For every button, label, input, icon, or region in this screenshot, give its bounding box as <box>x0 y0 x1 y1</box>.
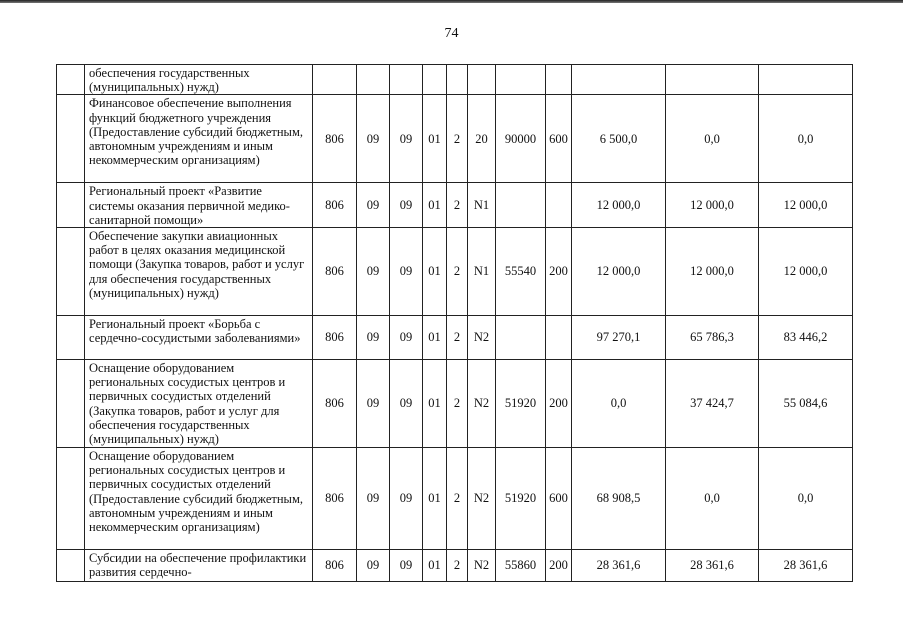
expense-type-code-cell <box>546 183 572 228</box>
table-row <box>57 65 853 95</box>
event-code-cell <box>468 65 496 95</box>
table-row <box>57 550 853 582</box>
expense-name-cell: Региональный проект «Борьба с сердечно-сосудистыми заболеваниями» <box>85 316 313 360</box>
section-code-cell: 09 <box>357 360 390 448</box>
ministry-code-cell: 806 <box>313 360 357 448</box>
amount-year-2-cell: 0,0 <box>666 448 759 550</box>
expense-type-code-cell: 600 <box>546 448 572 550</box>
table-row <box>57 448 853 550</box>
ministry-code-cell: 806 <box>313 316 357 360</box>
budget-table <box>56 64 853 582</box>
table-row <box>57 228 853 316</box>
subprogram-code-cell: 2 <box>447 95 468 183</box>
row-number-cell <box>57 550 85 582</box>
amount-year-2-cell <box>666 65 759 95</box>
section-code-cell: 09 <box>357 228 390 316</box>
program-code-cell: 01 <box>423 360 447 448</box>
ministry-code-cell: 806 <box>313 183 357 228</box>
event-code-cell: 20 <box>468 95 496 183</box>
amount-year-1-cell <box>572 65 666 95</box>
direction-code-cell: 90000 <box>496 95 546 183</box>
expense-type-code-cell: 200 <box>546 360 572 448</box>
row-number-cell <box>57 95 85 183</box>
amount-year-1-cell: 28 361,6 <box>572 550 666 582</box>
amount-year-2-cell: 37 424,7 <box>666 360 759 448</box>
amount-year-1-cell: 97 270,1 <box>572 316 666 360</box>
expense-name-cell: Финансовое обеспечение выполнения функций бюджетного учреждения (Предоставление субсидий бюджетным, автономным учреждениям и иным некоммерческим организациям) <box>85 95 313 183</box>
subsection-code-cell: 09 <box>390 228 423 316</box>
ministry-code-cell: 806 <box>313 95 357 183</box>
section-code-cell: 09 <box>357 550 390 582</box>
subprogram-code-cell: 2 <box>447 360 468 448</box>
subprogram-code-cell: 2 <box>447 448 468 550</box>
subsection-code-cell: 09 <box>390 448 423 550</box>
subsection-code-cell <box>390 65 423 95</box>
direction-code-cell: 55860 <box>496 550 546 582</box>
ministry-code-cell: 806 <box>313 550 357 582</box>
row-number-cell <box>57 448 85 550</box>
expense-type-code-cell: 200 <box>546 550 572 582</box>
program-code-cell: 01 <box>423 550 447 582</box>
subprogram-code-cell: 2 <box>447 228 468 316</box>
table-row <box>57 360 853 448</box>
amount-year-2-cell: 12 000,0 <box>666 183 759 228</box>
direction-code-cell <box>496 316 546 360</box>
amount-year-3-cell: 28 361,6 <box>759 550 853 582</box>
amount-year-1-cell: 12 000,0 <box>572 228 666 316</box>
amount-year-1-cell: 6 500,0 <box>572 95 666 183</box>
subsection-code-cell: 09 <box>390 360 423 448</box>
event-code-cell: N2 <box>468 316 496 360</box>
ministry-code-cell <box>313 65 357 95</box>
amount-year-3-cell: 0,0 <box>759 448 853 550</box>
row-number-cell <box>57 228 85 316</box>
direction-code-cell <box>496 65 546 95</box>
row-number-cell <box>57 183 85 228</box>
event-code-cell: N1 <box>468 183 496 228</box>
event-code-cell: N2 <box>468 550 496 582</box>
amount-year-3-cell: 12 000,0 <box>759 183 853 228</box>
row-number-cell <box>57 65 85 95</box>
ministry-code-cell: 806 <box>313 228 357 316</box>
row-number-cell <box>57 360 85 448</box>
amount-year-3-cell: 55 084,6 <box>759 360 853 448</box>
amount-year-2-cell: 65 786,3 <box>666 316 759 360</box>
ministry-code-cell: 806 <box>313 448 357 550</box>
row-number-cell <box>57 316 85 360</box>
amount-year-3-cell <box>759 65 853 95</box>
expense-name-cell: Оснащение оборудованием региональных сосудистых центров и первичных сосудистых отделений (Предоставление субсидий бюджетным, автономным учреждениям и иным некоммерческим организациям) <box>85 448 313 550</box>
program-code-cell: 01 <box>423 448 447 550</box>
subprogram-code-cell <box>447 65 468 95</box>
expense-type-code-cell: 200 <box>546 228 572 316</box>
program-code-cell: 01 <box>423 95 447 183</box>
page-top-edge <box>0 0 903 3</box>
section-code-cell: 09 <box>357 95 390 183</box>
program-code-cell: 01 <box>423 228 447 316</box>
table-row <box>57 95 853 183</box>
section-code-cell: 09 <box>357 448 390 550</box>
expense-type-code-cell: 600 <box>546 95 572 183</box>
subsection-code-cell: 09 <box>390 550 423 582</box>
direction-code-cell: 51920 <box>496 360 546 448</box>
event-code-cell: N1 <box>468 228 496 316</box>
expense-name-cell: обеспечения государственных (муниципальных) нужд) <box>85 65 313 95</box>
amount-year-3-cell: 12 000,0 <box>759 228 853 316</box>
subprogram-code-cell: 2 <box>447 316 468 360</box>
section-code-cell <box>357 65 390 95</box>
amount-year-2-cell: 28 361,6 <box>666 550 759 582</box>
event-code-cell: N2 <box>468 448 496 550</box>
amount-year-3-cell: 0,0 <box>759 95 853 183</box>
table-row <box>57 183 853 228</box>
expense-name-cell: Региональный проект «Развитие системы оказания первичной медико-санитарной помощи» <box>85 183 313 228</box>
amount-year-1-cell: 0,0 <box>572 360 666 448</box>
program-code-cell: 01 <box>423 183 447 228</box>
program-code-cell: 01 <box>423 316 447 360</box>
subprogram-code-cell: 2 <box>447 183 468 228</box>
section-code-cell: 09 <box>357 183 390 228</box>
direction-code-cell: 51920 <box>496 448 546 550</box>
expense-type-code-cell <box>546 65 572 95</box>
page-number: 74 <box>444 26 459 41</box>
subsection-code-cell: 09 <box>390 316 423 360</box>
program-code-cell <box>423 65 447 95</box>
amount-year-2-cell: 12 000,0 <box>666 228 759 316</box>
amount-year-3-cell: 83 446,2 <box>759 316 853 360</box>
amount-year-1-cell: 12 000,0 <box>572 183 666 228</box>
event-code-cell: N2 <box>468 360 496 448</box>
subprogram-code-cell: 2 <box>447 550 468 582</box>
amount-year-1-cell: 68 908,5 <box>572 448 666 550</box>
direction-code-cell: 55540 <box>496 228 546 316</box>
subsection-code-cell: 09 <box>390 183 423 228</box>
expense-name-cell: Оснащение оборудованием региональных сосудистых центров и первичных сосудистых отделений (Закупка товаров, работ и услуг для обеспечения государственных (муниципальных) нужд) <box>85 360 313 448</box>
table-row <box>57 316 853 360</box>
expense-type-code-cell <box>546 316 572 360</box>
amount-year-2-cell: 0,0 <box>666 95 759 183</box>
subsection-code-cell: 09 <box>390 95 423 183</box>
expense-name-cell: Субсидии на обеспечение профилактики развития сердечно- <box>85 550 313 582</box>
expense-name-cell: Обеспечение закупки авиационных работ в целях оказания медицинской помощи (Закупка товаров, работ и услуг для обеспечения государственных (муниципальных) нужд) <box>85 228 313 316</box>
direction-code-cell <box>496 183 546 228</box>
section-code-cell: 09 <box>357 316 390 360</box>
